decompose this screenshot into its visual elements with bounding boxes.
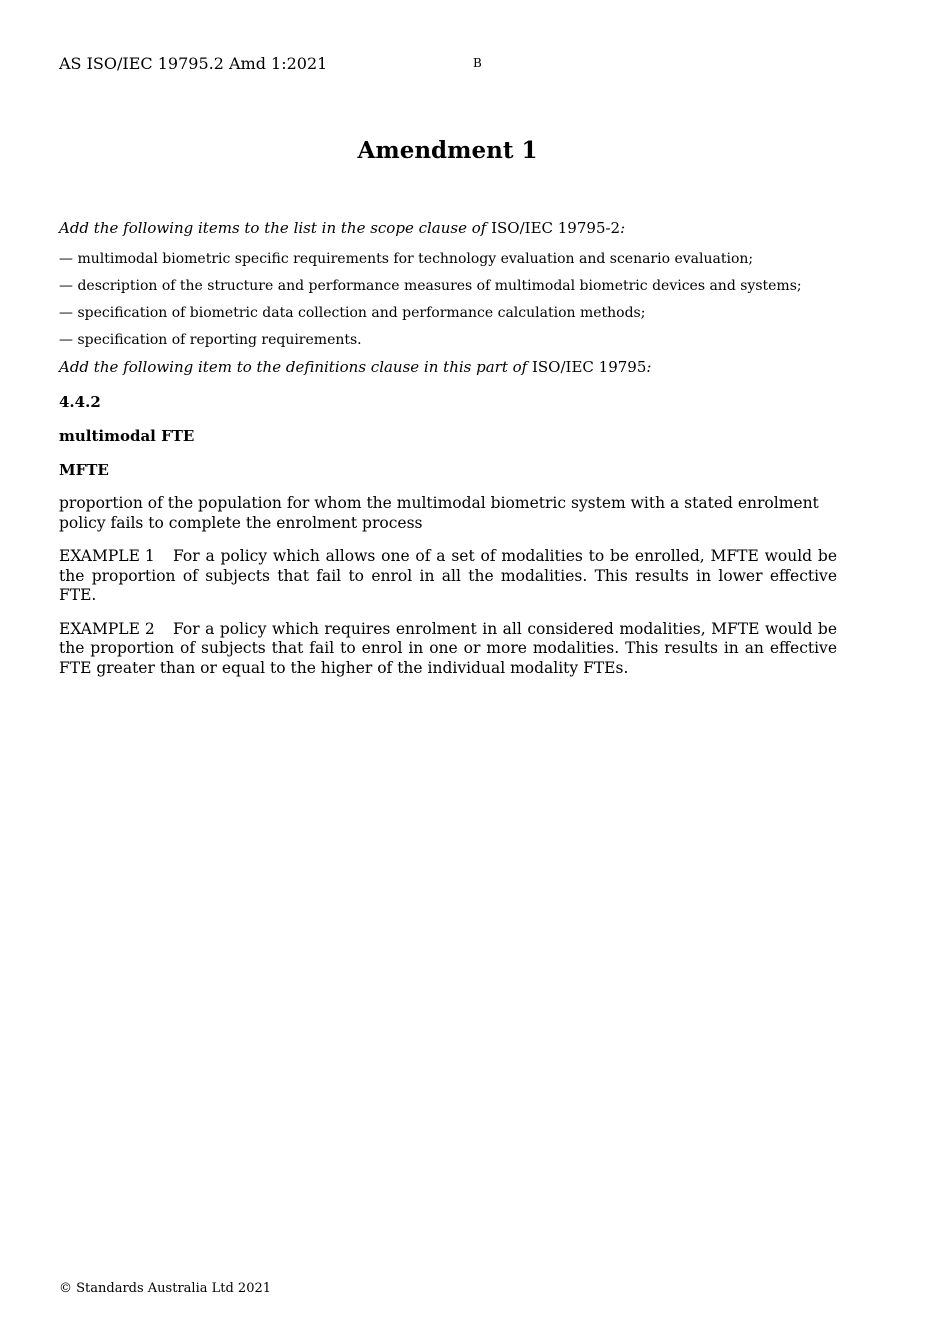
page-title: Amendment 1	[357, 137, 538, 164]
example-label: EXAMPLE 1	[59, 547, 155, 565]
standard-reference: AS ISO/IEC 19795.2 Amd 1:2021	[59, 54, 328, 73]
list-item: — specification of reporting requirements.	[59, 332, 362, 348]
amendment-body	[59, 218, 837, 678]
scope-instruction-text: Add the following items to the list in the scope clause of	[59, 219, 492, 237]
term-abbreviation: MFTE	[59, 461, 109, 479]
example-1	[59, 547, 837, 606]
list-item: — specification of biometric data collection and performance calculation methods;	[59, 305, 646, 321]
page-mark: B	[473, 56, 482, 70]
scope-items-list	[59, 250, 837, 349]
scope-instruction-ref: ISO/IEC 19795-2	[491, 219, 621, 237]
example-text: For a policy which allows one of a set of modalities to be enrolled, MFTE would be the proportion of subjects that fail to enrol in all the modalities. This results in lower effective FTE.	[59, 547, 837, 604]
term-number: 4.4.2	[59, 393, 101, 411]
copyright-footer: © Standards Australia Ltd 2021	[59, 1281, 272, 1296]
example-text: For a policy which requires enrolment in all considered modalities, MFTE would be the proportion of subjects that fail to enrol in one or more modalities. This results in an effective FTE greater than or equal to the higher of the individual modality FTEs.	[59, 619, 837, 677]
definitions-instruction-ref: ISO/IEC 19795	[531, 358, 647, 376]
example-label: EXAMPLE 2	[59, 619, 155, 638]
scope-instruction-end: :	[620, 219, 626, 237]
list-item: — description of the structure and performance measures of multimodal biometric devices and systems;	[59, 278, 802, 294]
example-2	[59, 620, 837, 679]
term-name: multimodal FTE	[59, 427, 195, 445]
list-item: — multimodal biometric specific requirements for technology evaluation and scenario evaluation;	[59, 251, 754, 267]
definitions-instruction	[59, 357, 837, 377]
definitions-instruction-text: Add the following item to the definitions clause in this part of	[59, 358, 532, 376]
scope-instruction	[59, 218, 837, 238]
term-definition: proportion of the population for whom the multimodal biometric system with a stated enrolment policy fails to complete the enrolment process	[59, 494, 819, 532]
definitions-instruction-end: :	[646, 358, 652, 376]
